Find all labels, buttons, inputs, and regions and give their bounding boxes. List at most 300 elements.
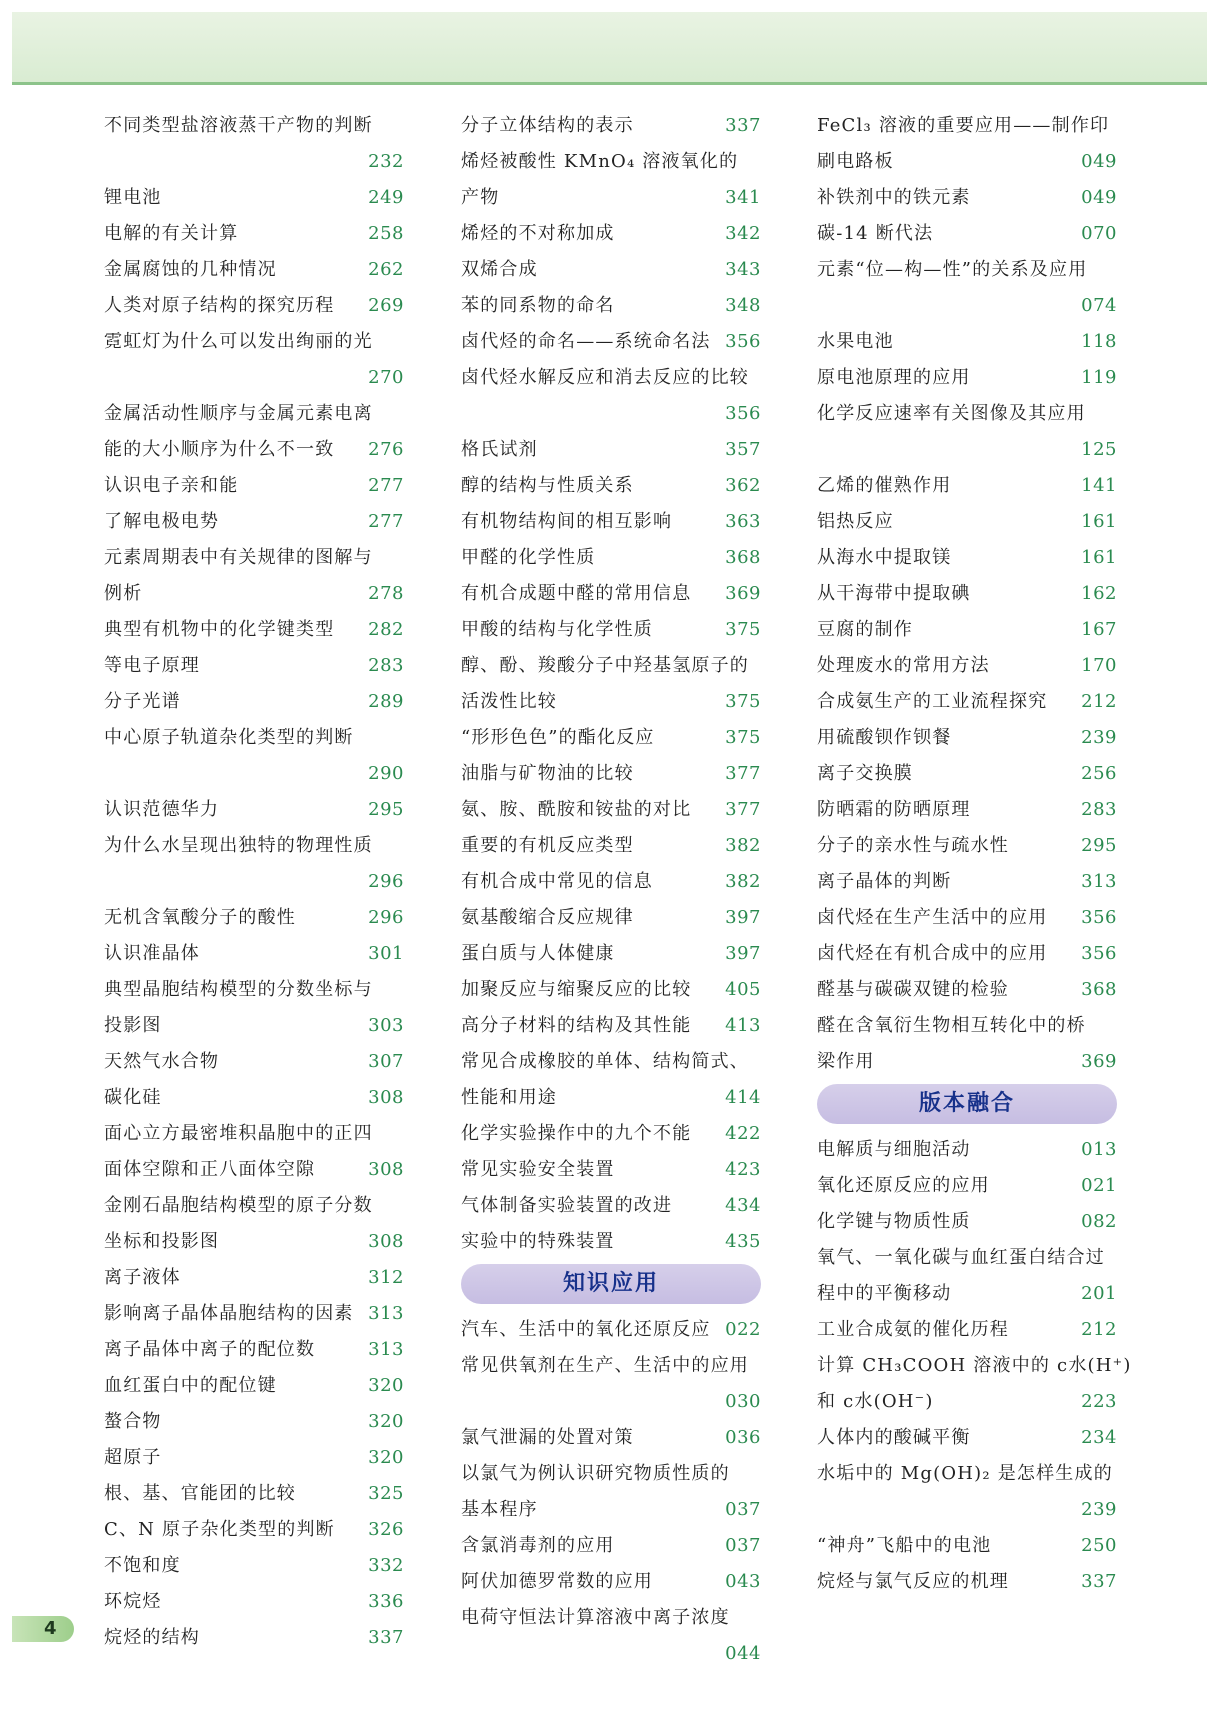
entry-title: 中心原子轨道杂化类型的判断 xyxy=(104,727,354,748)
entry-title: 醛基与碳碳双键的检验 xyxy=(817,979,1009,1000)
entry-title: 离子晶体的判断 xyxy=(817,871,952,892)
entry-title: 认识范德华力 xyxy=(104,799,220,820)
entry-title: 基本程序 xyxy=(461,1499,538,1520)
entry-page-number: 375 xyxy=(725,619,761,640)
entry-page-number: 043 xyxy=(725,1571,761,1592)
entry-line xyxy=(461,1188,761,1224)
index-entry xyxy=(104,1188,404,1260)
entry-page-number: 326 xyxy=(368,1519,404,1540)
entry-page-number: 343 xyxy=(725,259,761,280)
index-entry xyxy=(461,792,761,828)
entry-line xyxy=(817,108,1117,144)
index-entry xyxy=(817,1240,1117,1312)
entry-title: 常见合成橡胶的单体、结构简式、 xyxy=(461,1051,749,1072)
entry-page-number: 262 xyxy=(368,259,404,280)
entry-title: 螯合物 xyxy=(104,1411,162,1432)
entry-title: 梁作用 xyxy=(817,1051,875,1072)
entry-line xyxy=(817,1132,1117,1168)
index-entry xyxy=(104,900,404,936)
entry-line xyxy=(461,1080,761,1116)
entry-line xyxy=(104,360,404,396)
entry-page-number: 308 xyxy=(368,1159,404,1180)
entry-page-number: 283 xyxy=(368,655,404,676)
entry-line xyxy=(461,1420,761,1456)
entry-line xyxy=(104,1476,404,1512)
entry-line xyxy=(817,1204,1117,1240)
entry-title: 金属活动性顺序与金属元素电离 xyxy=(104,403,373,424)
index-entry xyxy=(104,288,404,324)
entry-title: 格氏试剂 xyxy=(461,439,538,460)
entry-page-number: 313 xyxy=(368,1303,404,1324)
entry-title: 常见实验安全装置 xyxy=(461,1159,615,1180)
index-entry xyxy=(461,864,761,900)
entry-page-number: 049 xyxy=(1081,187,1117,208)
index-entry xyxy=(104,216,404,252)
entry-page-number: 201 xyxy=(1081,1283,1117,1304)
index-entry xyxy=(104,1044,404,1080)
entry-title: 含氯消毒剂的应用 xyxy=(461,1535,615,1556)
entry-page-number: 030 xyxy=(725,1391,761,1412)
entry-line xyxy=(817,576,1117,612)
entry-line xyxy=(104,1224,404,1260)
entry-page-number: 363 xyxy=(725,511,761,532)
entry-line xyxy=(461,540,761,576)
index-entry xyxy=(461,900,761,936)
entry-page-number: 278 xyxy=(368,583,404,604)
entry-line xyxy=(104,900,404,936)
entry-line xyxy=(461,1456,761,1492)
index-entry xyxy=(461,144,761,216)
entry-title: 蛋白质与人体健康 xyxy=(461,943,615,964)
entry-title: C、N 原子杂化类型的判断 xyxy=(104,1519,335,1540)
index-column-2 xyxy=(461,108,761,1672)
entry-line xyxy=(461,936,761,972)
entry-line xyxy=(817,432,1117,468)
entry-title: 甲醛的化学性质 xyxy=(461,547,596,568)
index-entry xyxy=(461,288,761,324)
entry-line xyxy=(461,216,761,252)
entry-line xyxy=(461,252,761,288)
index-entry xyxy=(817,612,1117,648)
entry-line xyxy=(817,1420,1117,1456)
entry-page-number: 368 xyxy=(725,547,761,568)
entry-line xyxy=(817,1348,1132,1384)
entry-title: 重要的有机反应类型 xyxy=(461,835,634,856)
index-column-3 xyxy=(817,108,1132,1600)
index-entry xyxy=(104,1548,404,1584)
index-entry xyxy=(817,576,1117,612)
entry-title: 工业合成氨的催化历程 xyxy=(817,1319,1009,1340)
entry-title: “形形色色”的酯化反应 xyxy=(461,727,655,748)
entry-title: 水垢中的 Mg(OH)₂ 是怎样生成的 xyxy=(817,1463,1113,1484)
index-entry xyxy=(461,1008,761,1044)
entry-page-number: 337 xyxy=(725,115,761,136)
entry-page-number: 362 xyxy=(725,475,761,496)
index-entry xyxy=(104,828,404,900)
index-entry xyxy=(817,1168,1117,1204)
entry-line xyxy=(461,864,761,900)
page-number-tab xyxy=(12,1616,74,1642)
entry-title: 霓虹灯为什么可以发出绚丽的光 xyxy=(104,331,373,352)
entry-line xyxy=(104,504,404,540)
entry-page-number: 369 xyxy=(1081,1051,1117,1072)
entry-line xyxy=(817,612,1117,648)
entry-page-number: 397 xyxy=(725,907,761,928)
index-entry xyxy=(104,1476,404,1512)
entry-page-number: 295 xyxy=(1081,835,1117,856)
entry-line xyxy=(817,1456,1117,1492)
entry-line xyxy=(104,468,404,504)
index-entry xyxy=(817,1348,1132,1420)
entry-title: 高分子材料的结构及其性能 xyxy=(461,1015,692,1036)
entry-line xyxy=(104,1296,404,1332)
entry-title: 化学反应速率有关图像及其应用 xyxy=(817,403,1086,424)
entry-line xyxy=(461,684,761,720)
entry-line xyxy=(817,216,1117,252)
entry-title: 认识准晶体 xyxy=(104,943,200,964)
entry-title: 水果电池 xyxy=(817,331,894,352)
entry-page-number: 397 xyxy=(725,943,761,964)
entry-line xyxy=(104,1584,404,1620)
entry-title: 人体内的酸碱平衡 xyxy=(817,1427,971,1448)
header-band xyxy=(12,12,1207,85)
entry-line xyxy=(104,792,404,828)
index-entry xyxy=(817,828,1117,864)
entry-page-number: 277 xyxy=(368,511,404,532)
entry-title: 汽车、生活中的氧化还原反应 xyxy=(461,1319,711,1340)
index-entry xyxy=(817,684,1117,720)
entry-line xyxy=(817,648,1117,684)
entry-line xyxy=(817,972,1117,1008)
entry-line xyxy=(104,1548,404,1584)
entry-page-number: 256 xyxy=(1081,763,1117,784)
entry-title: 不同类型盐溶液蒸干产物的判断 xyxy=(104,115,373,136)
entry-title: 烷烃的结构 xyxy=(104,1627,200,1648)
index-entry xyxy=(461,540,761,576)
index-entry xyxy=(817,1564,1117,1600)
entry-title: 铝热反应 xyxy=(817,511,894,532)
entry-title: 典型有机物中的化学键类型 xyxy=(104,619,335,640)
entry-page-number: 342 xyxy=(725,223,761,244)
entry-line xyxy=(461,1348,761,1384)
entry-line xyxy=(104,216,404,252)
entry-title: 典型晶胞结构模型的分数坐标与 xyxy=(104,979,373,1000)
index-entry xyxy=(817,1008,1117,1080)
entry-title: 加聚反应与缩聚反应的比较 xyxy=(461,979,692,1000)
entry-line xyxy=(104,252,404,288)
index-entry xyxy=(104,972,404,1044)
entry-line xyxy=(461,756,761,792)
entry-line xyxy=(461,1384,761,1420)
entry-line xyxy=(104,144,404,180)
entry-title: 苯的同系物的命名 xyxy=(461,295,615,316)
index-entry xyxy=(104,1296,404,1332)
entry-page-number: 313 xyxy=(1081,871,1117,892)
entry-page-number: 044 xyxy=(725,1643,761,1664)
entry-title: 活泼性比较 xyxy=(461,691,557,712)
entry-line xyxy=(104,1512,404,1548)
entry-line xyxy=(461,1152,761,1188)
entry-page-number: 382 xyxy=(725,871,761,892)
entry-page-number: 377 xyxy=(725,763,761,784)
index-entry xyxy=(461,1224,761,1260)
entry-title: 分子立体结构的表示 xyxy=(461,115,634,136)
entry-page-number: 036 xyxy=(725,1427,761,1448)
entry-line xyxy=(461,1116,761,1152)
entry-line xyxy=(104,576,404,612)
entry-title: 处理废水的常用方法 xyxy=(817,655,990,676)
entry-page-number: 336 xyxy=(368,1591,404,1612)
entry-title: 卤代烃在生产生活中的应用 xyxy=(817,907,1048,928)
entry-page-number: 422 xyxy=(725,1123,761,1144)
index-entry xyxy=(461,1528,761,1564)
entry-page-number: 325 xyxy=(368,1483,404,1504)
index-entry xyxy=(461,108,761,144)
entry-title: 能的大小顺序为什么不一致 xyxy=(104,439,335,460)
entry-page-number: 375 xyxy=(725,727,761,748)
entry-page-number: 276 xyxy=(368,439,404,460)
entry-title: 金刚石晶胞结构模型的原子分数 xyxy=(104,1195,373,1216)
index-entry xyxy=(104,504,404,540)
index-entry xyxy=(104,1260,404,1296)
entry-page-number: 212 xyxy=(1081,1319,1117,1340)
entry-line xyxy=(461,720,761,756)
entry-title: 从海水中提取镁 xyxy=(817,547,952,568)
entry-line xyxy=(817,1240,1117,1276)
index-column-1 xyxy=(104,108,404,1656)
index-entry xyxy=(104,396,404,468)
entry-page-number: 414 xyxy=(725,1087,761,1108)
entry-page-number: 037 xyxy=(725,1535,761,1556)
entry-title: 天然气水合物 xyxy=(104,1051,220,1072)
index-entry xyxy=(104,252,404,288)
entry-title: 和 c水(OH⁻) xyxy=(817,1391,934,1412)
entry-page-number: 296 xyxy=(368,907,404,928)
index-entry xyxy=(817,180,1117,216)
entry-title: 乙烯的催熟作用 xyxy=(817,475,952,496)
index-entry xyxy=(461,1348,761,1420)
entry-line xyxy=(104,828,404,864)
index-entry xyxy=(461,252,761,288)
index-entry xyxy=(104,1512,404,1548)
entry-title: 影响离子晶体晶胞结构的因素 xyxy=(104,1303,354,1324)
entry-title: 分子光谱 xyxy=(104,691,181,712)
entry-page-number: 332 xyxy=(368,1555,404,1576)
entry-title: 有机合成中常见的信息 xyxy=(461,871,653,892)
entry-title: 以氯气为例认识研究物质性质的 xyxy=(461,1463,730,1484)
entry-line xyxy=(817,1008,1117,1044)
index-entry xyxy=(817,324,1117,360)
entry-page-number: 413 xyxy=(725,1015,761,1036)
entry-line xyxy=(104,720,404,756)
entry-title: 常见供氧剂在生产、生活中的应用 xyxy=(461,1355,749,1376)
entry-title: 原电池原理的应用 xyxy=(817,367,971,388)
index-entry xyxy=(461,1116,761,1152)
index-entry xyxy=(461,504,761,540)
entry-title: 环烷烃 xyxy=(104,1591,162,1612)
entry-line xyxy=(817,288,1117,324)
index-entry xyxy=(104,684,404,720)
entry-page-number: 277 xyxy=(368,475,404,496)
index-entry xyxy=(104,612,404,648)
entry-page-number: 356 xyxy=(1081,943,1117,964)
entry-line xyxy=(104,684,404,720)
entry-line xyxy=(104,1404,404,1440)
entry-line xyxy=(104,612,404,648)
entry-line xyxy=(817,1492,1117,1528)
entry-title: 氧化还原反应的应用 xyxy=(817,1175,990,1196)
entry-title: 碳-14 断代法 xyxy=(817,223,934,244)
index-entry xyxy=(461,828,761,864)
entry-page-number: 312 xyxy=(368,1267,404,1288)
entry-page-number: 161 xyxy=(1081,547,1117,568)
entry-line xyxy=(461,360,761,396)
entry-line xyxy=(461,144,761,180)
entry-line xyxy=(817,1564,1117,1600)
entry-page-number: 295 xyxy=(368,799,404,820)
entry-title: 刷电路板 xyxy=(817,151,894,172)
index-entry xyxy=(104,1584,404,1620)
index-entry xyxy=(817,540,1117,576)
index-entry xyxy=(104,792,404,828)
entry-line xyxy=(104,1260,404,1296)
entry-line xyxy=(104,540,404,576)
entry-page-number: 249 xyxy=(368,187,404,208)
entry-line xyxy=(817,828,1117,864)
entry-page-number: 239 xyxy=(1081,727,1117,748)
entry-line xyxy=(461,288,761,324)
index-entry xyxy=(817,1204,1117,1240)
entry-page-number: 368 xyxy=(1081,979,1117,1000)
entry-line xyxy=(461,1636,761,1672)
entry-page-number: 013 xyxy=(1081,1139,1117,1160)
entry-title: 用硫酸钡作钡餐 xyxy=(817,727,952,748)
index-entry xyxy=(817,216,1117,252)
index-entry xyxy=(104,468,404,504)
entry-line xyxy=(817,252,1117,288)
index-entry xyxy=(817,1420,1117,1456)
entry-title: 人类对原子结构的探究历程 xyxy=(104,295,335,316)
entry-title: 卤代烃水解反应和消去反应的比较 xyxy=(461,367,749,388)
index-entry xyxy=(104,1116,404,1188)
index-entry xyxy=(817,1528,1117,1564)
entry-line xyxy=(461,432,761,468)
index-entry xyxy=(817,108,1117,180)
entry-line xyxy=(817,540,1117,576)
entry-page-number: 356 xyxy=(725,331,761,352)
entry-line xyxy=(817,1528,1117,1564)
section-heading: 版本融合 xyxy=(817,1084,1117,1124)
entry-title: 醇的结构与性质关系 xyxy=(461,475,634,496)
entry-line xyxy=(104,1440,404,1476)
index-entry xyxy=(461,720,761,756)
entry-line xyxy=(104,1188,404,1224)
index-entry xyxy=(104,1620,404,1656)
index-entry xyxy=(817,936,1117,972)
entry-line xyxy=(461,468,761,504)
index-entry xyxy=(104,648,404,684)
entry-page-number: 357 xyxy=(725,439,761,460)
entry-page-number: 212 xyxy=(1081,691,1117,712)
entry-page-number: 375 xyxy=(725,691,761,712)
index-entry xyxy=(817,756,1117,792)
entry-page-number: 435 xyxy=(725,1231,761,1252)
entry-page-number: 037 xyxy=(725,1499,761,1520)
entry-page-number: 239 xyxy=(1081,1499,1117,1520)
entry-line xyxy=(817,1044,1117,1080)
entry-line xyxy=(104,864,404,900)
entry-page-number: 170 xyxy=(1081,655,1117,676)
entry-line xyxy=(461,828,761,864)
entry-line xyxy=(104,1152,404,1188)
entry-line xyxy=(461,108,761,144)
index-entry xyxy=(104,1440,404,1476)
entry-page-number: 320 xyxy=(368,1411,404,1432)
entry-page-number: 296 xyxy=(368,871,404,892)
entry-page-number: 082 xyxy=(1081,1211,1117,1232)
entry-page-number: 250 xyxy=(1081,1535,1117,1556)
index-entry xyxy=(461,1564,761,1600)
entry-page-number: 290 xyxy=(368,763,404,784)
entry-title: 从干海带中提取碘 xyxy=(817,583,971,604)
entry-line xyxy=(461,576,761,612)
entry-page-number: 356 xyxy=(725,403,761,424)
entry-page-number: 405 xyxy=(725,979,761,1000)
entry-title: 化学实验操作中的九个不能 xyxy=(461,1123,692,1144)
index-entry xyxy=(817,648,1117,684)
entry-page-number: 303 xyxy=(368,1015,404,1036)
entry-title: 气体制备实验装置的改进 xyxy=(461,1195,673,1216)
index-entry xyxy=(104,1404,404,1440)
entry-title: 例析 xyxy=(104,583,143,604)
entry-title: 面心立方最密堆积晶胞中的正四 xyxy=(104,1123,373,1144)
entry-page-number: 125 xyxy=(1081,439,1117,460)
entry-line xyxy=(817,468,1117,504)
index-entry xyxy=(817,468,1117,504)
index-entry xyxy=(104,1332,404,1368)
entry-line xyxy=(817,792,1117,828)
entry-page-number: 348 xyxy=(725,295,761,316)
entry-page-number: 434 xyxy=(725,1195,761,1216)
entry-title: 有机合成题中醛的常用信息 xyxy=(461,583,692,604)
entry-title: 元素“位—构—性”的关系及应用 xyxy=(817,259,1088,280)
index-entry xyxy=(817,1312,1117,1348)
index-entry xyxy=(461,576,761,612)
entry-page-number: 167 xyxy=(1081,619,1117,640)
entry-title: 碳化硅 xyxy=(104,1087,162,1108)
index-entry xyxy=(817,792,1117,828)
entry-line xyxy=(461,1528,761,1564)
entry-title: 电荷守恒法计算溶液中离子浓度 xyxy=(461,1607,730,1628)
index-entry xyxy=(461,756,761,792)
entry-page-number: 234 xyxy=(1081,1427,1117,1448)
entry-line xyxy=(817,144,1117,180)
entry-page-number: 021 xyxy=(1081,1175,1117,1196)
entry-title: 电解的有关计算 xyxy=(104,223,239,244)
entry-title: 烯烃被酸性 KMnO₄ 溶液氧化的 xyxy=(461,151,739,172)
entry-line xyxy=(461,396,761,432)
entry-page-number: 308 xyxy=(368,1231,404,1252)
entry-line xyxy=(104,756,404,792)
entry-page-number: 282 xyxy=(368,619,404,640)
entry-line xyxy=(104,1008,404,1044)
index-entry xyxy=(104,1368,404,1404)
entry-line xyxy=(817,1312,1117,1348)
index-entry xyxy=(461,360,761,432)
entry-title: 认识电子亲和能 xyxy=(104,475,239,496)
index-entry xyxy=(817,396,1117,468)
entry-line xyxy=(104,288,404,324)
